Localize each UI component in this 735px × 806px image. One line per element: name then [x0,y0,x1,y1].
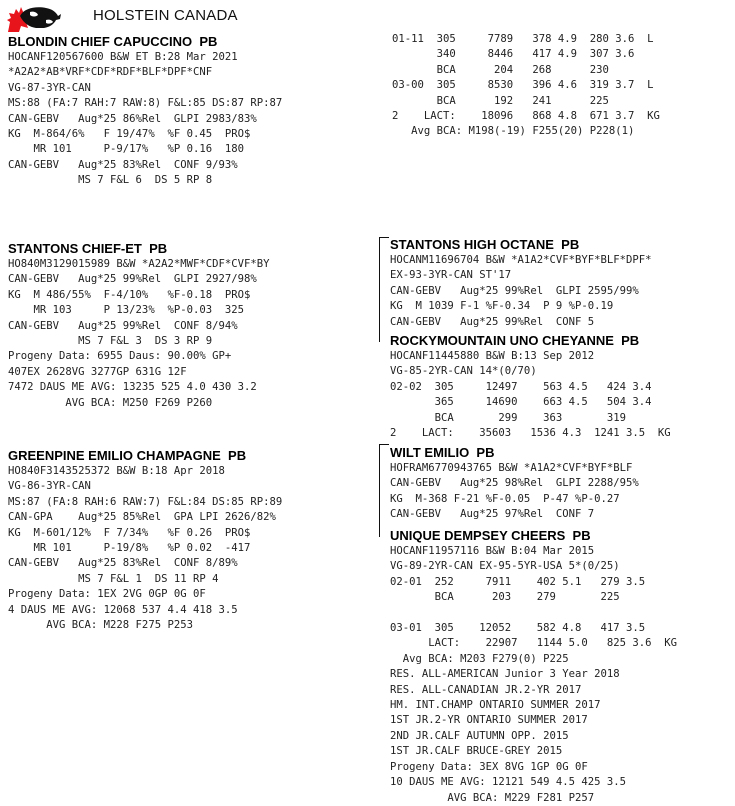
sire-details: HOCANF120567600 B&W ET B:28 Mar 2021 *A2A2*AB*VRF*CDF*RDF*BLF*DPF*CNF VG-87-3YR-CAN MS:88 (FA:7 RAH:7 RAW:8) F&L:85 DS:87 RP:87 CAN-GEBV Aug*25 86%Rel GLPI 2983/83% KG M-864/6% F 19/47% %F 0.45 PRO$ MR 101 P-9/17% %P 0.16 180 CAN-GEBV Aug*25 83%Rel CONF 9/93% MS 7 F&L 6 DS 5 RP 8 [8,51,283,187]
sire-name: BLONDIN CHIEF CAPUCCINO PB [8,34,218,49]
dam-lactation-records: 01-11 305 7789 378 4.9 280 3.6 L 340 8446 417 4.9 307 3.6 BCA 204 268 230 03-00 305 8530 396 4.6 319 3.7 L BCA 192 241 225 2 LACT: 18096 868 4.8 671 3.7 KG Avg BCA: M198(-19) F255(20) P228(1) [392,33,660,138]
sire-sire-details: HO840M3129015989 B&W *A2A2*MWF*CDF*CVF*BY CAN-GEBV Aug*25 99%Rel GLPI 2927/98% KG M 486/55% F-4/10% %F-0.18 PRO$ MR 103 P 13/23% %P-0.03 325 CAN-GEBV Aug*25 99%Rel CONF 8/94% MS 7 F&L 3 DS 3 RP 9 Progeny Data: 6955 Daus: 90.00% GP+ 407EX 2628VG 3277GP 631G 12F 7472 DAUS ME AVG: 13235 525 4.0 430 3.2 AVG BCA: M250 F269 P260 [8,258,270,409]
sire-sire-name: STANTONS CHIEF-ET PB [8,241,168,256]
holstein-cow-maple-leaf-icon [6,2,62,34]
pedigree-bracket [379,237,389,342]
dam-dam-dam-name: UNIQUE DEMPSEY CHEERS PB [390,528,591,543]
dam-dam-block [390,333,671,441]
dam-dam-sire-block [390,445,639,523]
sire-sire-block [8,241,270,411]
dam-dam-name: ROCKYMOUNTAIN UNO CHEYANNE PB [390,333,640,348]
dam-dam-sire-name: WILT EMILIO PB [390,445,495,460]
sire-dam-name: GREENPINE EMILIO CHAMPAGNE PB [8,448,247,463]
sire-dam-block [8,448,282,633]
dam-dam-dam-block [390,528,677,806]
dam-sire-details: HOCANM11696704 B&W *A1A2*CVF*BYF*BLF*DPF* EX-93-3YR-CAN ST'17 CAN-GEBV Aug*25 99%Rel GLPI 2595/99% KG M 1039 F-1 %F-0.34 P 9 %P-0.19 CAN-GEBV Aug*25 99%Rel CONF 5 [390,254,652,328]
sire-dam-details: HO840F3143525372 B&W B:18 Apr 2018 VG-86-3YR-CAN MS:87 (FA:8 RAH:6 RAW:7) F&L:84 DS:85 RP:89 CAN-GPA Aug*25 85%Rel GPA LPI 2626/82% KG M-601/12% F 7/34% %F 0.26 PRO$ MR 101 P-19/8% %P 0.02 -417 CAN-GEBV Aug*25 83%Rel CONF 8/89% MS 7 F&L 1 DS 11 RP 4 Progeny Data: 1EX 2VG 0GP 0G 0F 4 DAUS ME AVG: 12068 537 4.4 418 3.5 AVG BCA: M228 F275 P253 [8,465,283,632]
dam-dam-details: HOCANF11445880 B&W B:13 Sep 2012 VG-85-2YR-CAN 14*(0/70) 02-02 305 12497 563 4.5 424 3.4 365 14690 663 4.5 504 3.4 BCA 299 363 319 2 LACT: 35603 1536 4.3 1241 3.5 KG [390,350,671,440]
sire-block [8,34,282,189]
dam-dam-sire-details: HOFRAM6770943765 B&W *A1A2*CVF*BYF*BLF CAN-GEBV Aug*25 98%Rel GLPI 2288/95% KG M-368 F-21 %F-0.05 P-47 %P-0.27 CAN-GEBV Aug*25 97%Rel CONF 7 [390,462,639,521]
dam-sire-name: STANTONS HIGH OCTANE PB [390,237,580,252]
brand-title: HOLSTEIN CANADA [93,7,238,24]
dam-sire-block [390,237,652,330]
pedigree-bracket [379,444,389,537]
dam-records-block [392,32,660,140]
dam-dam-dam-details: HOCANF11957116 B&W B:04 Mar 2015 VG-89-2YR-CAN EX-95-5YR-USA 5*(0/25) 02-01 252 7911 402 5.1 279 3.5 BCA 203 279 225 03-01 305 12052 582 4.8 417 3.5 LACT: 22907 1144 5.0 825 3.6 KG Avg BCA: M203 F279(0) P225 RES. ALL-AMERICAN Junior 3 Year 2018 RES. ALL-CANADIAN JR.2-YR 2017 HM. INT.CHAMP ONTARIO SUMMER 2017 1ST JR.2-YR ONTARIO SUMMER 2017 2ND JR.CALF AUTUMN OPP. 2015 1ST JR.CALF BRUCE-GREY 2015 Progeny Data: 3EX 8VG 1GP 0G 0F 10 DAUS ME AVG: 12121 549 4.5 425 3.5 AVG BCA: M229 F281 P257 [390,545,678,804]
